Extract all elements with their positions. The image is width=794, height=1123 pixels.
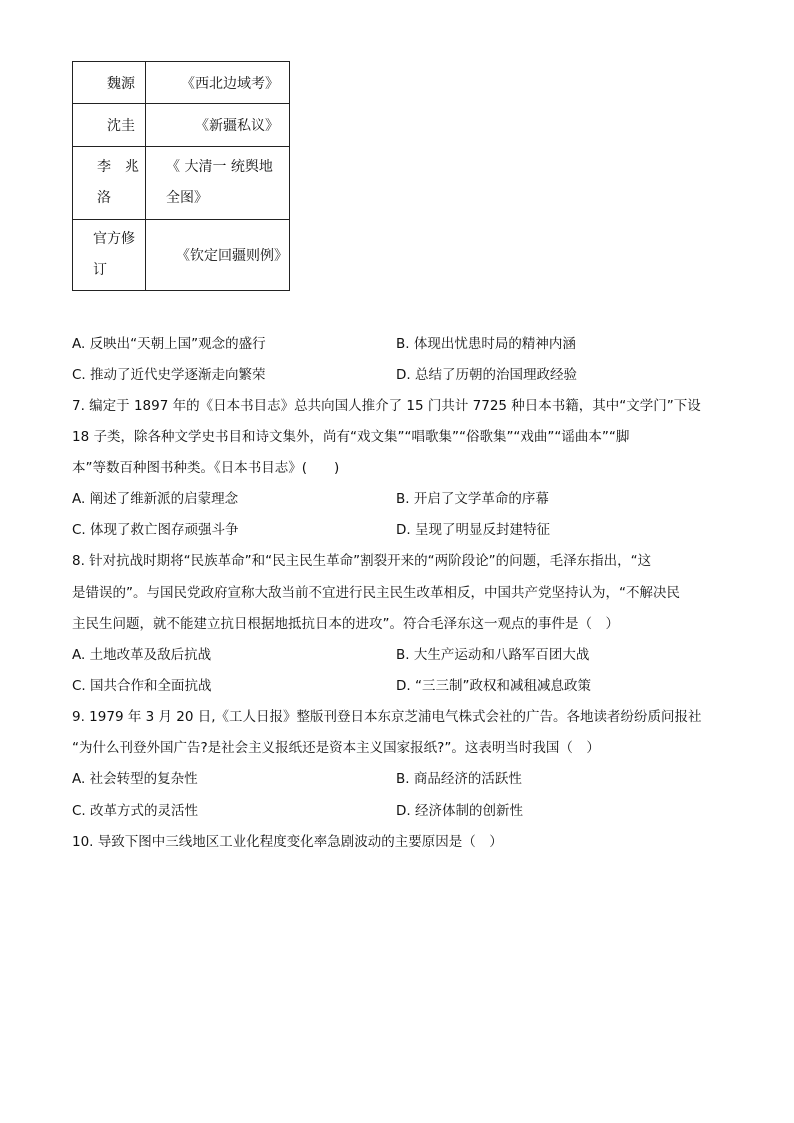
authors-books-table: [72, 61, 290, 291]
table-row: [73, 62, 290, 104]
question-8-line: 8. 针对抗战时期将“民族革命”和“民主民生革命”割裂开来的“两阶段论”的问题，毛泽东指出，“这: [72, 553, 652, 569]
table-row: [73, 104, 290, 147]
option-a[interactable]: A. 反映出“天朝上国”观念的盛行: [72, 336, 266, 352]
option-d[interactable]: D. “三三制”政权和减租减息政策: [396, 678, 591, 694]
author-name: 沈圭: [107, 118, 135, 134]
question-9-line: 9. 1979 年 3 月 20 日,《工人日报》整版刊登日本东京芝浦电气株式会社的广告。各地读者纷纷质问报社: [72, 709, 702, 725]
option-c[interactable]: C. 国共合作和全面抗战: [72, 678, 212, 694]
option-d[interactable]: D. 总结了历朝的治国理政经验: [396, 367, 577, 383]
option-b[interactable]: B. 大生产运动和八路军百团大战: [396, 647, 590, 663]
question-9-line: “为什么刊登外国广告?是社会主义报纸还是资本主义国家报纸?”。这表明当时我国（ ）: [72, 740, 600, 756]
option-b[interactable]: B. 体现出忧患时局的精神内涵: [396, 336, 576, 352]
option-a[interactable]: A. 社会转型的复杂性: [72, 771, 198, 787]
option-d[interactable]: D. 经济体制的创新性: [396, 803, 523, 819]
table-cell-author: [73, 62, 146, 104]
book-title: 《钦定回疆则例》: [176, 248, 288, 264]
book-title: 《西北边域考》: [181, 75, 279, 92]
book-title: 《新疆私议》: [195, 118, 279, 134]
table-cell-book: [146, 220, 290, 291]
question-7-line: 18 子类，除各种文学史书目和诗文集外，尚有“戏文集”“唱歌集”“俗歌集”“戏曲”“谣曲本”“脚: [72, 429, 630, 445]
book-title-line: 全图》: [166, 190, 208, 206]
option-c[interactable]: C. 改革方式的灵活性: [72, 803, 199, 819]
table-cell-author: [73, 220, 146, 291]
table-cell-book: [146, 147, 290, 220]
author-name-line: 洛: [97, 190, 111, 206]
author-name-line: 李 兆: [97, 159, 139, 175]
question-7-line: 本”等数百种图书种类。《日本书目志》( ): [72, 460, 340, 476]
option-d[interactable]: D. 呈现了明显反封建特征: [396, 522, 550, 538]
table-row: [73, 147, 290, 220]
table-cell-author: [73, 104, 146, 147]
author-name-line: 订: [93, 262, 107, 278]
question-8-line: 主民生问题，就不能建立抗日根据地抵抗日本的进攻”。符合毛泽东这一观点的事件是（ ）: [72, 616, 619, 632]
table-cell-book: [146, 62, 290, 104]
question-7-line: 7. 编定于 1897 年的《日本书目志》总共向国人推介了 15 门共计 7725 种日本书籍，其中“文学门”下设: [72, 398, 701, 414]
question-8-line: 是错误的”。与国民党政府宣称大敌当前不宜进行民主民生改革相反，中国共产党坚持认为，“不解决民: [72, 585, 680, 601]
option-c[interactable]: C. 体现了救亡图存顽强斗争: [72, 522, 239, 538]
table-cell-author: [73, 147, 146, 220]
author-name-line: 官方修: [93, 231, 135, 247]
question-10-line: 10. 导致下图中三线地区工业化程度变化率急剧波动的主要原因是（ ）: [72, 834, 503, 850]
option-c[interactable]: C. 推动了近代史学逐渐走向繁荣: [72, 367, 266, 383]
option-a[interactable]: A. 阐述了维新派的启蒙理念: [72, 491, 239, 507]
table-row: [73, 220, 290, 291]
option-a[interactable]: A. 土地改革及敌后抗战: [72, 647, 212, 663]
option-b[interactable]: B. 商品经济的活跃性: [396, 771, 522, 787]
book-title-line: 《 大清一 统舆地: [166, 159, 273, 175]
author-name: 魏源: [107, 75, 135, 92]
option-b[interactable]: B. 开启了文学革命的序幕: [396, 491, 549, 507]
table-cell-book: [146, 104, 290, 147]
